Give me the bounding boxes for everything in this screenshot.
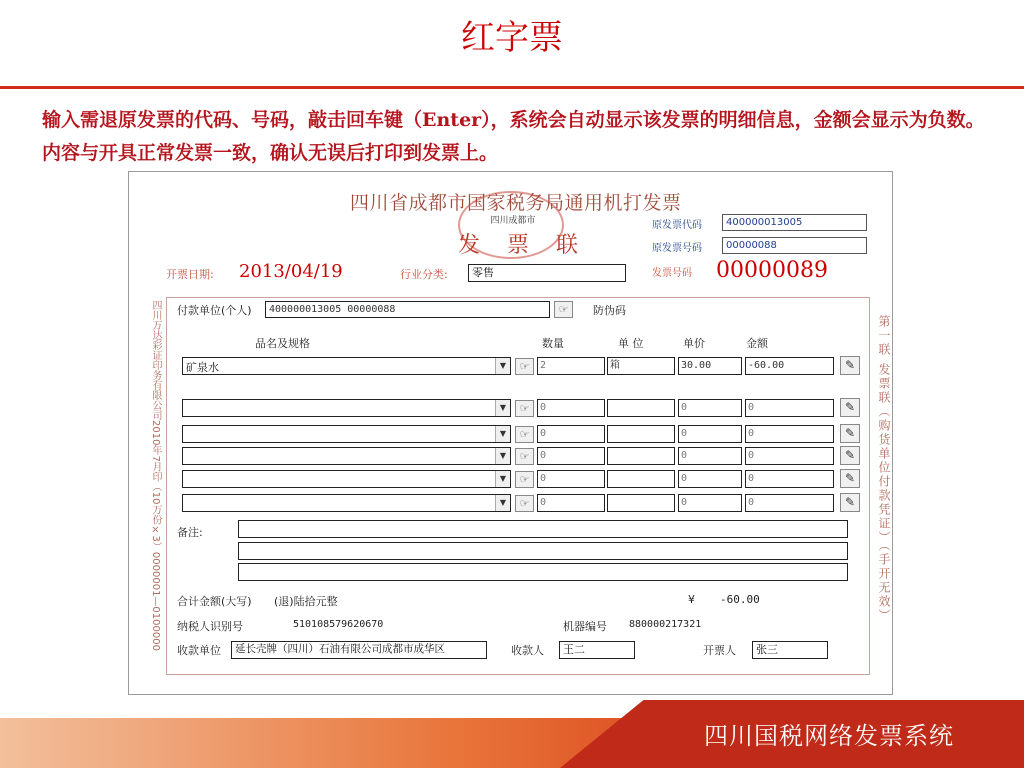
invoice-title: 四川省成都市国家税务局通用机打发票 xyxy=(350,192,682,214)
issuer-label: 开票人 xyxy=(703,644,736,657)
title-divider xyxy=(0,86,1024,89)
orig-number-label: 原发票号码 xyxy=(652,243,702,254)
orig-code-label: 原发票代码 xyxy=(652,220,702,231)
price-field[interactable]: 0 xyxy=(678,494,742,512)
payee-unit-label: 收款单位 xyxy=(177,644,221,657)
amount-field[interactable]: 0 xyxy=(745,494,834,512)
unit-field[interactable] xyxy=(607,494,675,512)
edit-pen-icon[interactable]: ✎ xyxy=(840,356,860,375)
qty-field[interactable]: 0 xyxy=(537,447,605,465)
item-select-2[interactable] xyxy=(182,399,511,417)
taxpayer-id-label: 纳税人识别号 xyxy=(177,620,243,633)
total-words: (退)陆拾元整 xyxy=(274,595,338,608)
item-name: 矿泉水 xyxy=(186,361,219,374)
machine-no: 880000217321 xyxy=(629,619,702,630)
payer-label: 付款单位(个人) xyxy=(177,304,252,317)
invoice-number: 00000089 xyxy=(716,258,828,283)
col-qty-header: 数量 xyxy=(542,337,564,350)
invoice-copy-label: 发 票 联 xyxy=(458,233,588,258)
qty-field[interactable]: 0 xyxy=(537,399,605,417)
qty-field[interactable]: 0 xyxy=(537,425,605,443)
remarks-line-3[interactable] xyxy=(238,563,848,581)
item-select-3[interactable] xyxy=(182,425,511,443)
item-select-6[interactable] xyxy=(182,494,511,512)
item-lookup-icon[interactable]: ☞ xyxy=(515,471,534,488)
invoice-number-label: 发票号码 xyxy=(652,268,692,279)
col-item-header: 品名及规格 xyxy=(255,337,310,350)
chevron-down-icon[interactable]: ▼ xyxy=(495,495,510,511)
footer-title: 四川国税网络发票系统 xyxy=(704,722,954,750)
total-amount: -60.00 xyxy=(720,593,760,606)
col-unit-header: 单 位 xyxy=(618,337,644,350)
item-lookup-icon[interactable]: ☞ xyxy=(515,400,534,417)
date-label: 开票日期: xyxy=(166,268,214,281)
edit-pen-icon[interactable]: ✎ xyxy=(840,446,860,465)
total-words-label: 合计金额(大写) xyxy=(177,595,252,608)
amount-field[interactable]: 0 xyxy=(745,425,834,443)
amount-field[interactable]: -60.00 xyxy=(745,357,834,375)
price-field[interactable]: 0 xyxy=(678,470,742,488)
payee-unit-field[interactable]: 延长壳牌（四川）石油有限公司成都市成华区 xyxy=(231,641,487,659)
item-select-1[interactable] xyxy=(182,357,511,375)
industry-label: 行业分类: xyxy=(400,268,448,281)
copy-note-vertical: 第一联 发票联（购货单位付款凭证）（手开无效） xyxy=(877,315,891,623)
col-price-header: 单价 xyxy=(683,337,705,350)
remarks-label: 备注: xyxy=(177,526,203,539)
amount-field[interactable]: 0 xyxy=(745,447,834,465)
qty-field[interactable]: 0 xyxy=(537,470,605,488)
taxpayer-id: 510108579620670 xyxy=(293,619,384,630)
invoice-date: 2013/04/19 xyxy=(239,261,343,282)
tax-seal-text: 四川成都市 xyxy=(490,216,536,226)
item-lookup-icon[interactable]: ☞ xyxy=(515,358,534,375)
item-select-5[interactable] xyxy=(182,470,511,488)
remarks-line-1[interactable] xyxy=(238,520,848,538)
remarks-line-2[interactable] xyxy=(238,542,848,560)
item-select-4[interactable] xyxy=(182,447,511,465)
edit-pen-icon[interactable]: ✎ xyxy=(840,424,860,443)
payer-lookup-icon[interactable]: ☞ xyxy=(554,301,573,318)
orig-number-field[interactable]: 00000088 xyxy=(722,237,867,254)
qty-field[interactable]: 2 xyxy=(537,357,605,375)
unit-field[interactable] xyxy=(607,425,675,443)
unit-field[interactable]: 箱 xyxy=(607,357,675,375)
item-lookup-icon[interactable]: ☞ xyxy=(515,495,534,512)
price-field[interactable]: 30.00 xyxy=(678,357,742,375)
industry-field[interactable]: 零售 xyxy=(468,264,626,282)
total-currency-symbol: ¥ xyxy=(688,593,695,606)
slide-description: 输入需退原发票的代码、号码，敲击回车键（Enter），系统会自动显示该发票的明细信息，金额会显示为负数。内容与开具正常发票一致，确认无误后打印到发票上。 xyxy=(42,109,985,164)
chevron-down-icon[interactable]: ▼ xyxy=(495,448,510,464)
issuer-field[interactable]: 张三 xyxy=(752,641,828,659)
item-lookup-icon[interactable]: ☞ xyxy=(515,448,534,465)
item-lookup-icon[interactable]: ☞ xyxy=(515,426,534,443)
cashier-field[interactable]: 王二 xyxy=(559,641,635,659)
edit-pen-icon[interactable]: ✎ xyxy=(840,469,860,488)
machine-no-label: 机器编号 xyxy=(563,620,607,633)
printer-note-vertical: 四川万达彩证印务有限公司2010年7月印（10万份×3）0000001—0100000 xyxy=(150,300,161,651)
payer-field[interactable]: 400000013005 00000088 xyxy=(265,301,550,318)
price-field[interactable]: 0 xyxy=(678,447,742,465)
chevron-down-icon[interactable]: ▼ xyxy=(495,471,510,487)
cashier-label: 收款人 xyxy=(511,644,544,657)
price-field[interactable]: 0 xyxy=(678,425,742,443)
amount-field[interactable]: 0 xyxy=(745,399,834,417)
orig-code-field[interactable]: 400000013005 xyxy=(722,214,867,231)
unit-field[interactable] xyxy=(607,447,675,465)
chevron-down-icon[interactable]: ▼ xyxy=(495,426,510,442)
price-field[interactable]: 0 xyxy=(678,399,742,417)
chevron-down-icon[interactable]: ▼ xyxy=(495,400,510,416)
col-amount-header: 金额 xyxy=(746,337,768,350)
edit-pen-icon[interactable]: ✎ xyxy=(840,493,860,512)
edit-pen-icon[interactable]: ✎ xyxy=(840,398,860,417)
slide-title: 红字票 xyxy=(461,18,563,58)
amount-field[interactable]: 0 xyxy=(745,470,834,488)
chevron-down-icon[interactable]: ▼ xyxy=(495,358,510,374)
unit-field[interactable] xyxy=(607,399,675,417)
unit-field[interactable] xyxy=(607,470,675,488)
qty-field[interactable]: 0 xyxy=(537,494,605,512)
anti-fake-label: 防伪码 xyxy=(593,304,626,317)
